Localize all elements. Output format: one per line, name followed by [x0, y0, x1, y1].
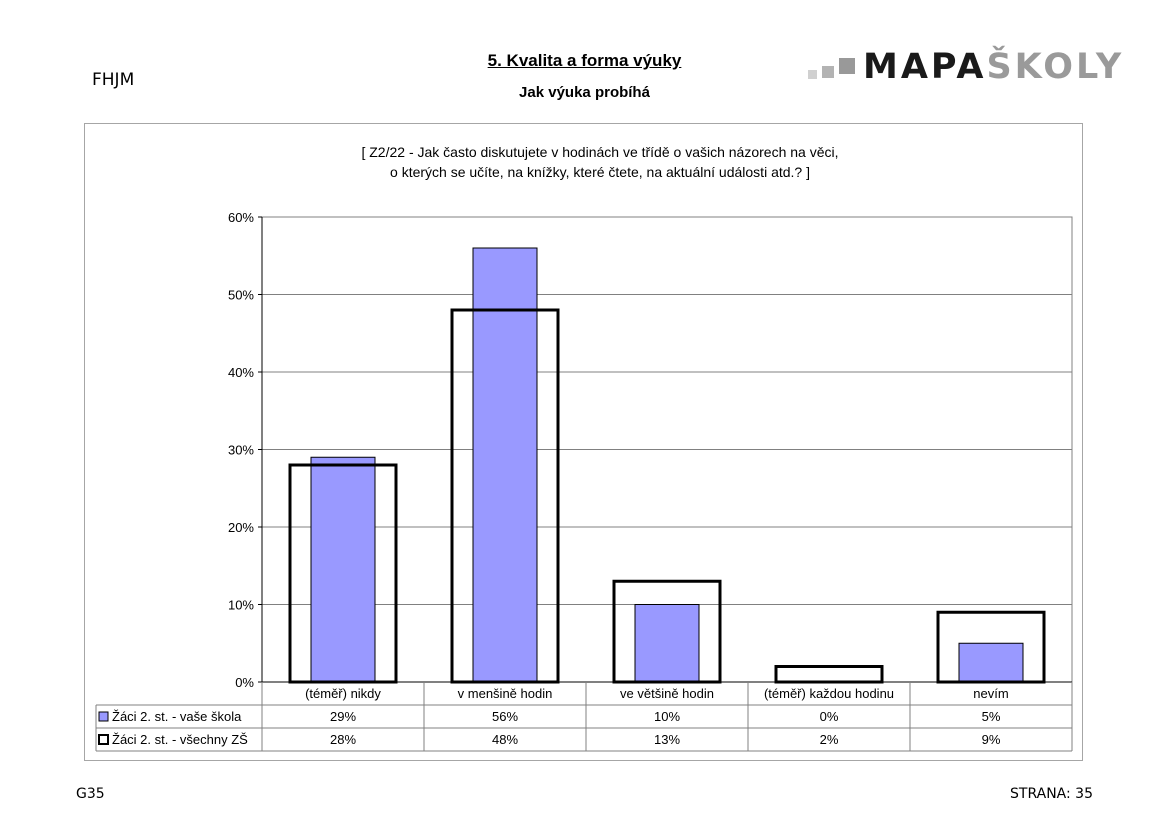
school-code: FHJM: [92, 70, 135, 90]
data-label-vase-skola: 29%: [329, 709, 357, 724]
chart-title-line-2: o kterých se učíte, na knížky, které čtete, na aktuální události atd.? ]: [390, 164, 810, 180]
data-label-vase-skola: 0%: [819, 709, 839, 724]
data-label-vase-skola: 10%: [653, 709, 681, 724]
legend-key-vase-skola: [99, 712, 108, 721]
x-category-label: nevím: [973, 686, 1009, 701]
legend-label-vsechny-zs: Žáci 2. st. - všechny ZŠ: [112, 732, 248, 747]
data-label-vsechny-zs: 28%: [329, 732, 357, 747]
x-category-label: ve většině hodin: [620, 686, 714, 701]
bar-vase-skola: [311, 457, 375, 682]
legend-key-vsechny-zs: [99, 735, 108, 744]
page-title: 5. Kvalita a forma výuky: [487, 51, 682, 70]
y-tick-label: 0%: [235, 675, 254, 690]
x-category-label: (téměř) každou hodinu: [763, 686, 895, 701]
x-category-label: v menšině hodin: [457, 686, 553, 701]
data-label-vase-skola: 56%: [491, 709, 519, 724]
page-subtitle: Jak výuka probíhá: [519, 84, 650, 101]
bar-vase-skola: [959, 643, 1023, 682]
y-tick-label: 20%: [227, 520, 254, 535]
footer-page-number: STRANA: 35: [1010, 786, 1093, 802]
data-label-vsechny-zs: 13%: [653, 732, 681, 747]
chart-title-line-1: [ Z2/22 - Jak často diskutujete v hodinách ve třídě o vašich názorech na věci,: [361, 144, 839, 160]
y-tick-label: 60%: [227, 210, 254, 225]
bar-vase-skola: [635, 605, 699, 683]
y-tick-label: 10%: [227, 597, 254, 613]
y-tick-label: 50%: [227, 287, 254, 303]
x-category-label: (téměř) nikdy: [305, 686, 381, 701]
data-label-vsechny-zs: 48%: [491, 732, 519, 747]
logo-text-mapa: MAPA: [863, 47, 987, 87]
footer-page-code: G35: [76, 786, 105, 802]
data-label-vsechny-zs: 9%: [981, 732, 1001, 747]
logo-text-skoly: ŠKOLY: [986, 47, 1125, 87]
y-tick-label: 40%: [227, 365, 254, 380]
legend-label-vase-skola: Žáci 2. st. - vaše škola: [112, 709, 242, 724]
bar-vase-skola: [473, 248, 537, 682]
data-label-vase-skola: 5%: [981, 709, 1001, 724]
data-label-vsechny-zs: 2%: [819, 732, 839, 747]
y-tick-label: 30%: [227, 442, 254, 458]
